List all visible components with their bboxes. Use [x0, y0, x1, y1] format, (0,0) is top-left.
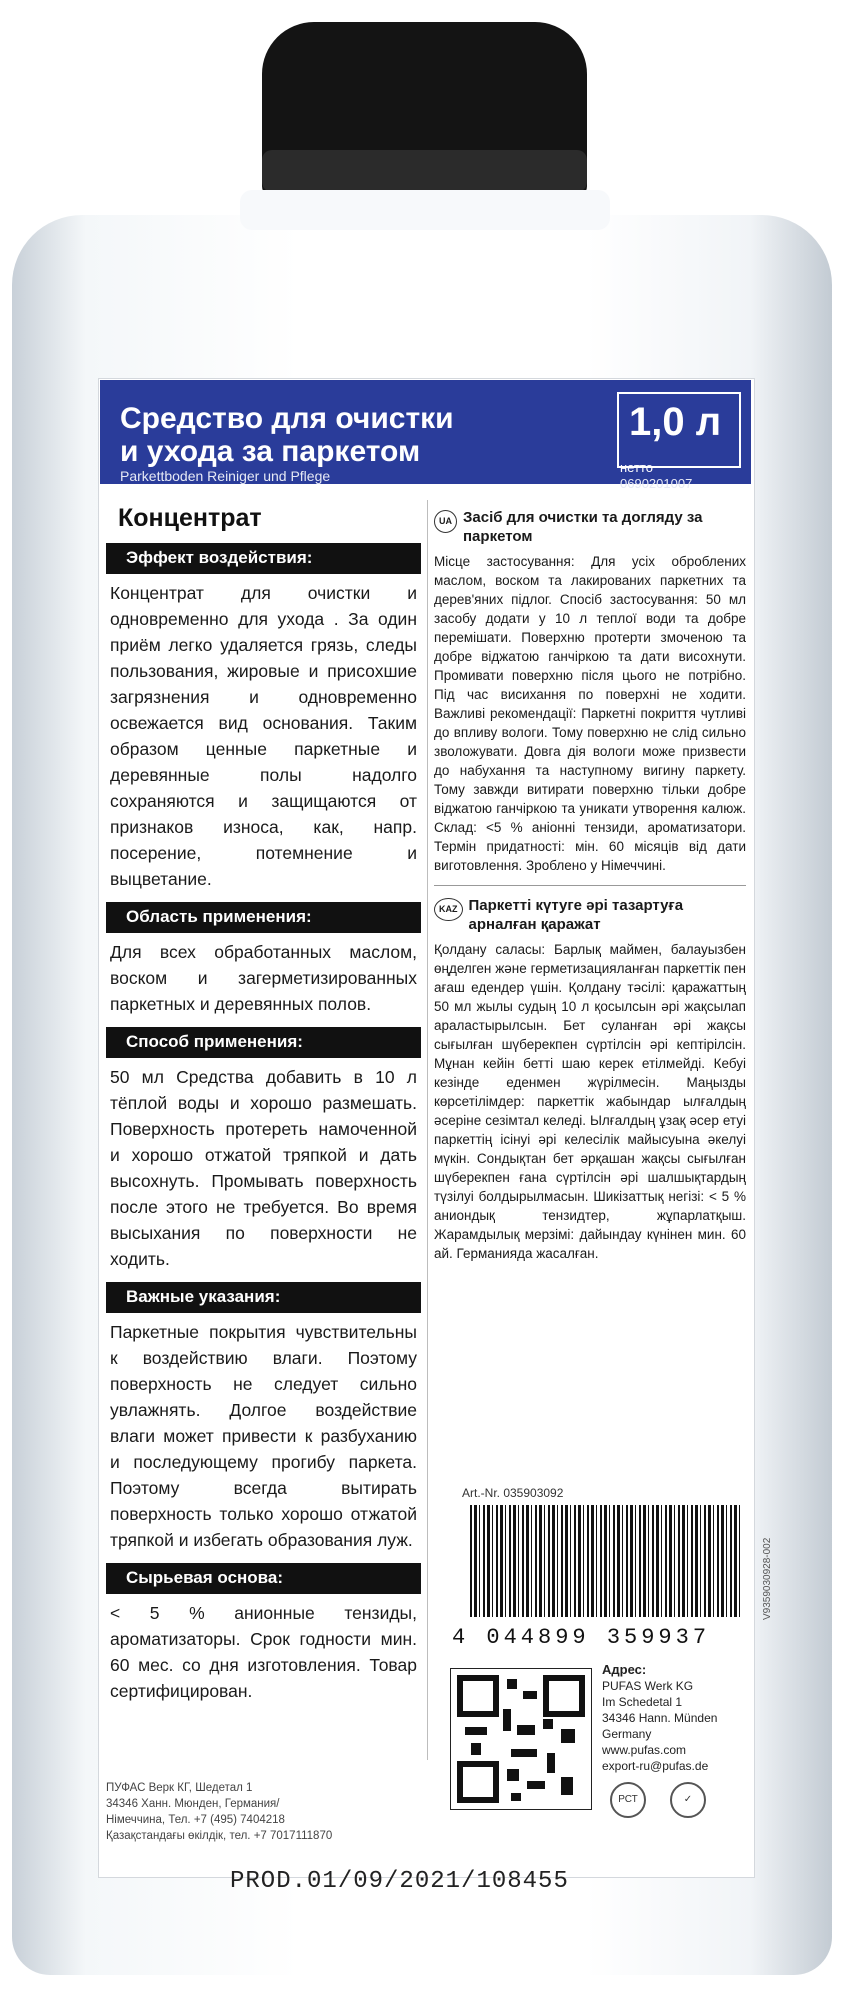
ua-text: Місце застосування: Для усіх оброблених маслом, воском та лакированих паркетних та дерев'яних підлог. Спосіб застосування: 50 мл засобу додати у 10 л теплої води та добре перемішати. Поверхню протерти змоченою та добре віджатою ганчіркою та дати висохнути. Промивати поверхню після цього не потрібно. Під час висихання по поверхні не ходити. Важливі рекомендації: Паркетні покриття чутливі до впливу вологи. Тому поверхню не слід сильно зволожувати. Довга дія вологи може призвести до набухання та наступному вигину паркету. Тому завжди витирати поверхню тільки добре віджатою ганчіркою та уникати утворення калюж. Склад: <5 % аніонні тензиди, ароматизатори. Термін придатності: мін. 60 місяців від дати виготовлення. Зроблено у Німеччині. [434, 554, 746, 873]
article-number: Art.-Nr. 035903092 [462, 1486, 564, 1500]
qr-finder-tr [543, 1675, 585, 1717]
address-line: Germany [602, 1727, 652, 1741]
kaz-header [434, 896, 746, 934]
section-separator [434, 885, 746, 886]
raw-title: Сырьевая основа: [106, 1563, 421, 1594]
ua-flag: UA [434, 510, 457, 533]
qr-module [527, 1781, 545, 1789]
ru-address-line: 34346 Ханн. Мюнден, Германия/ [106, 1798, 280, 1810]
kaz-flag: KAZ [434, 898, 463, 921]
area-title: Область применения: [106, 902, 421, 933]
effect-text: Концентрат для очистки и одновременно для ухода . За один приём легко удаляется грязь, следы пользования, жировые и присохшие загрязнения и одновременно освежается вид основания. Таким образом ценные паркетные и деревянные полы надолго сохраняются и защищаются от признаков износа, как, напр. посерение, потемнение и выцветание. [110, 583, 417, 889]
qr-module [547, 1753, 555, 1773]
notes-title: Важные указания: [106, 1282, 421, 1313]
kaz-text: Қолдану саласы: Барлық маймен, балауызбен өңделген және герметизацияланған паркеттік пен ағаш едендер үшін. Қолдану тәсілі: қаражаттың 50 мл жылы судың 10 л қосылсын әрі жақсылап араластырылсын. Бет суланған әрі жақсы сығылған шүберекпен сүртілсін әрі кептірілсін. Мұнан кейін бетті шаю керек етілмейді. Кебуі кезінде еденмен жүрілмесін. Маңызды көрсетілімдер: паркеттік жабындар ылғалдың әсеріне сезімтал келеді. Ылғалдың ұзақ әсер етуі паркеттің ісінуі әрі келесілік майысуына әкелуі мүкін. Сондықтан бет әрқашан жақсы сығылған шүберекпен ғана сүртілсін әрі шалшықтардың түзілуі болдырылмасын. Шикізаттық негізі: < 5 % аниондық тензидтер, жұпарлатқыш. Жарамдылық мерзімі: дайындау күнінен мин. 60 ай. Германияда жасалған. [434, 942, 746, 1261]
russian-address [106, 1780, 332, 1844]
column-divider [427, 500, 428, 1760]
netto-label: нетто [620, 460, 653, 475]
bottle-neck [240, 190, 610, 230]
volume: 1,0 л [629, 400, 722, 444]
qr-module [471, 1743, 481, 1755]
qr-module [507, 1769, 519, 1781]
address-title: Адрес: [602, 1662, 647, 1677]
address-line: PUFAS Werk KG [602, 1679, 694, 1693]
manufacturer-address [602, 1662, 717, 1774]
barcode [470, 1505, 740, 1617]
qr-module [503, 1709, 511, 1731]
ru-address-line: ПУФАС Верк КГ, Шедетал 1 [106, 1782, 253, 1794]
product-title-line2: и ухода за паркетом [120, 435, 421, 468]
qr-module [517, 1725, 535, 1735]
russian-column [106, 500, 421, 1704]
right-column [434, 508, 746, 1263]
production-code: PROD.01/09/2021/108455 [230, 1868, 569, 1895]
ru-address-line: Німеччина, Тел. +7 (495) 7404218 [106, 1814, 285, 1826]
ua-header [434, 508, 746, 546]
product-title-line1: Средство для очистки [120, 402, 454, 435]
qr-module [507, 1679, 517, 1689]
qr-module [543, 1719, 553, 1729]
kaz-title: Паркетті күтуге әрі тазартуға арналған қаражат [468, 897, 684, 933]
qr-module [511, 1793, 521, 1801]
qr-module [561, 1777, 573, 1795]
address-line: Im Schedetal 1 [602, 1695, 683, 1709]
method-text: 50 мл Средства добавить в 10 л тёплой воды и хорошо размешать. Поверхность протереть намоченной и хорошо отжатой тряпкой и дать высохнуть. Промывать поверхность после этого не требуется. Во время высыхания по поверхности не ходить. [110, 1067, 417, 1269]
qr-finder-tl [457, 1675, 499, 1717]
raw-text: < 5 % анионные тензиды, ароматизаторы. Срок годности мин. 60 мес. со дня изготовления. Товар сертифицирован. [110, 1603, 417, 1701]
rst-cert-mark: РСТ [610, 1782, 646, 1818]
check-cert-mark: ✓ [670, 1782, 706, 1818]
address-line: 34346 Hann. Münden [602, 1711, 718, 1725]
vertical-code: V9359030928-002 [762, 1537, 773, 1620]
concentrate-heading: Концентрат [118, 504, 262, 532]
qr-module [511, 1749, 537, 1757]
qr-finder-bl [457, 1761, 499, 1803]
bottle-cap-ring [262, 150, 587, 192]
label-banner [100, 380, 751, 491]
volume-box [617, 392, 741, 468]
qr-module [465, 1727, 487, 1735]
ua-title: Засіб для очистки та догляду за паркетом [463, 509, 703, 545]
product-subtitle: Parkettboden Reiniger und Pflege [120, 468, 331, 484]
qr-module [523, 1691, 537, 1699]
notes-text: Паркетные покрытия чувствительны к воздействию влаги. Поэтому поверхность не следует сильно увлажнять. Долгое воздействие влаги может привести к разбуханию и последующему прогибу паркета. Поэтому всегда вытирать поверхность только хорошо отжатой тряпкой и избегать образования луж. [110, 1322, 417, 1550]
area-text: Для всех обработанных маслом, воском и загерметизированных паркетных и деревянных полов. [110, 942, 417, 1014]
effect-title: Эффект воздействия: [106, 543, 421, 574]
method-title: Способ применения: [106, 1027, 421, 1058]
qr-code [450, 1668, 592, 1810]
website-link: www.pufas.com [602, 1743, 687, 1757]
ru-address-line: Қазақстандағы өкілдік, тел. +7 7017111870 [106, 1830, 333, 1842]
qr-module [561, 1729, 575, 1743]
product-code: 0690201007 [620, 476, 693, 491]
email-link: export-ru@pufas.de [602, 1759, 709, 1773]
barcode-digits: 4 044899 359937 [448, 1625, 714, 1650]
